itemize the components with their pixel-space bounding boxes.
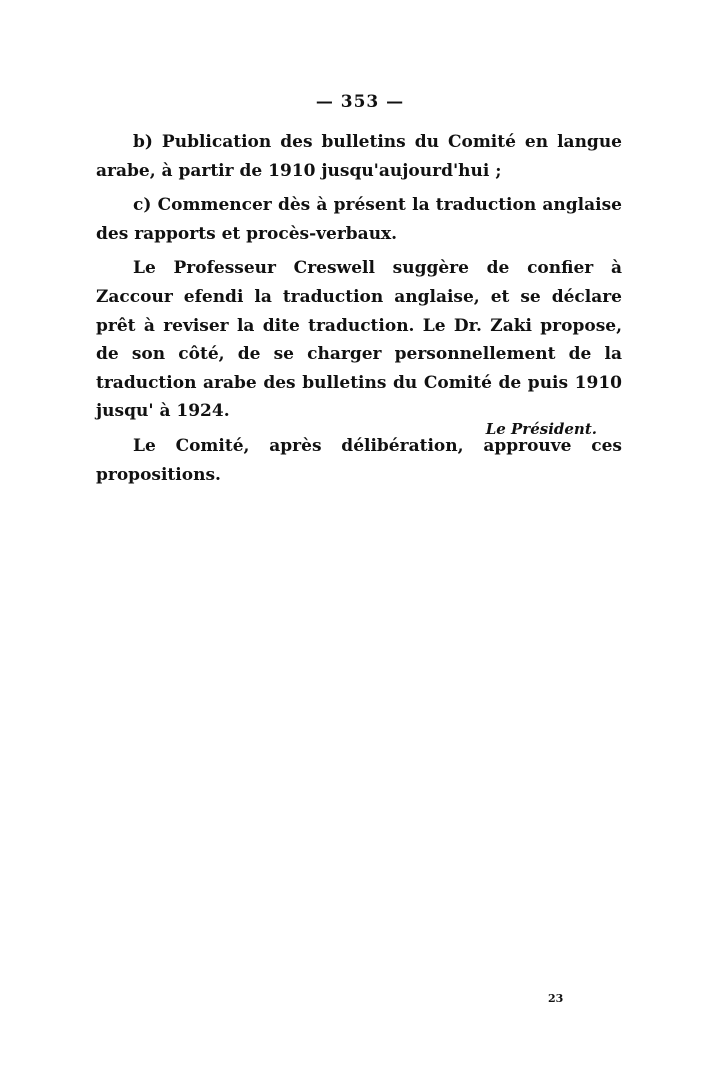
- paragraph-c: c) Commencer dès à présent la traduction anglaise des rapports et procès-verbaux.: [96, 195, 622, 244]
- page-number: — 353 —: [315, 92, 405, 112]
- signature: Le Président.: [485, 420, 597, 438]
- paragraph-approval: Le Comité, après délibération, approuve ces propositions.: [96, 435, 622, 485]
- body-text: [96, 128, 622, 495]
- signature-mark: 23: [548, 992, 564, 1005]
- paragraph-b: b) Publication des bulletins du Comité en langue arabe, à partir de 1910 jusqu'aujourd'hui ;: [96, 132, 622, 181]
- paragraph-proposals: Le Professeur Creswell suggère de confier à Zaccour efendi la traduction anglaise, et se déclare prêt à reviser la dite traduction. Le Dr. Zaki propose, de son côté, de se charger personnellement de la traduction arabe des bulletins du Comité de puis 1910 jusqu' à 1924.: [96, 258, 622, 422]
